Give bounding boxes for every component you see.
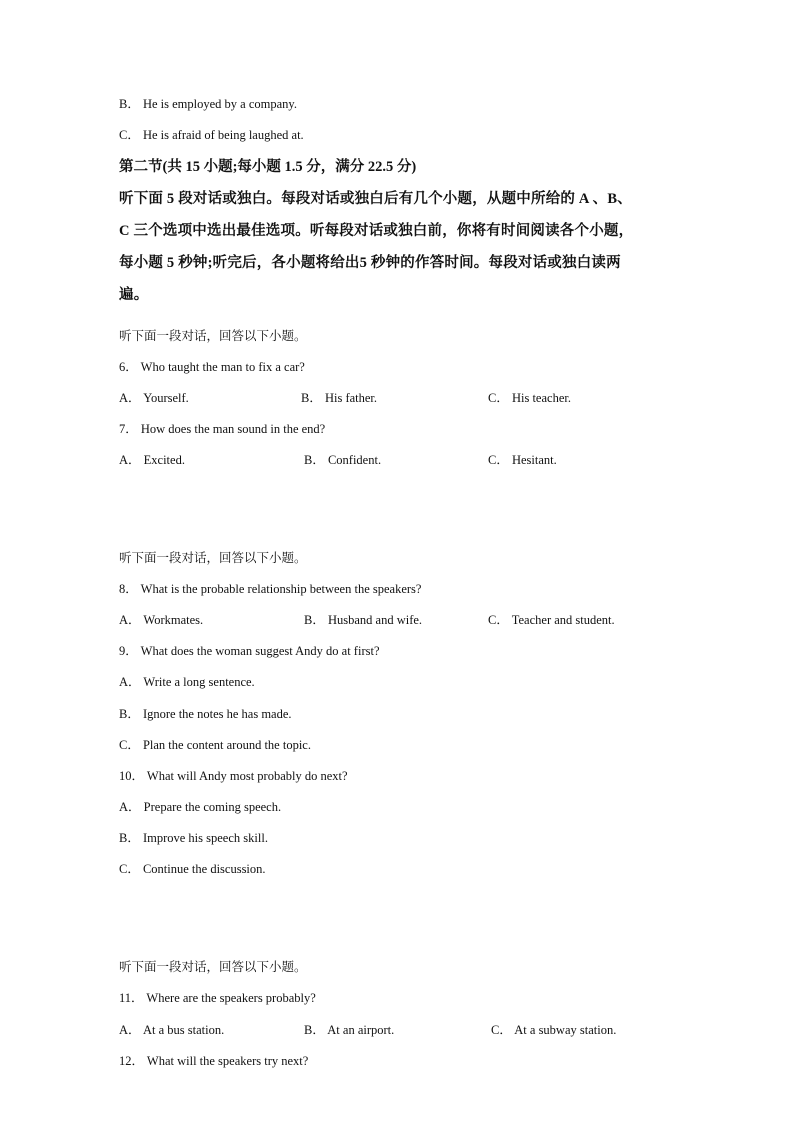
q10-option-c: C． Continue the discussion.	[119, 862, 266, 876]
section-intro-line-1: 听下面 5 段对话或独白。每段对话或独白后有几个小题，从题中所给的 A 、B、	[119, 191, 632, 207]
q5-option-b: B． He is employed by a company.	[119, 97, 297, 111]
section-intro-line-2: C 三个选项中选出最佳选项。听每段对话或独白前，你将有时间阅读各个小题，	[119, 223, 634, 239]
question-8: 8． What is the probable relationship between the speakers?	[119, 582, 422, 596]
q8-option-a: A． Workmates.	[119, 613, 204, 627]
group-3-instruction: 听下面一段对话，回答以下小题。	[119, 960, 307, 974]
q11-option-b: B． At an airport.	[304, 1023, 395, 1037]
q7-option-c: C． Hesitant.	[488, 453, 557, 467]
q10-option-b: B． Improve his speech skill.	[119, 831, 268, 845]
section-intro-line-3: 每小题 5 秒钟;听完后，各小题将给出5 秒钟的作答时间。每段对话或独白读两	[119, 255, 621, 271]
group-2-instruction: 听下面一段对话，回答以下小题。	[119, 551, 307, 565]
q6-option-b: B． His father.	[301, 391, 378, 405]
question-12: 12． What will the speakers try next?	[119, 1054, 309, 1068]
q7-option-a: A． Excited.	[119, 453, 185, 467]
question-9: 9． What does the woman suggest Andy do at first?	[119, 644, 380, 658]
q9-option-b: B． Ignore the notes he has made.	[119, 707, 292, 721]
question-7: 7． How does the man sound in the end?	[119, 422, 326, 436]
q9-option-a: A． Write a long sentence.	[119, 675, 255, 689]
section-intro-line-4: 遍。	[119, 287, 149, 303]
q6-option-a: A． Yourself.	[119, 391, 189, 405]
question-10: 10． What will Andy most probably do next?	[119, 769, 348, 783]
q11-option-a: A． At a bus station.	[119, 1023, 225, 1037]
q7-option-b: B． Confident.	[304, 453, 382, 467]
q11-option-c: C． At a subway station.	[491, 1023, 617, 1037]
question-6: 6． Who taught the man to fix a car?	[119, 360, 305, 374]
q10-option-a: A． Prepare the coming speech.	[119, 800, 282, 814]
section-heading: 第二节(共 15 小题;每小题 1.5 分，满分 22.5 分)	[119, 159, 417, 175]
q8-option-b: B． Husband and wife.	[304, 613, 423, 627]
q8-option-c: C． Teacher and student.	[488, 613, 615, 627]
q5-option-c: C． He is afraid of being laughed at.	[119, 128, 304, 142]
group-1-instruction: 听下面一段对话，回答以下小题。	[119, 329, 307, 343]
q6-option-c: C． His teacher.	[488, 391, 571, 405]
question-11: 11． Where are the speakers probably?	[119, 991, 316, 1005]
q9-option-c: C． Plan the content around the topic.	[119, 738, 311, 752]
